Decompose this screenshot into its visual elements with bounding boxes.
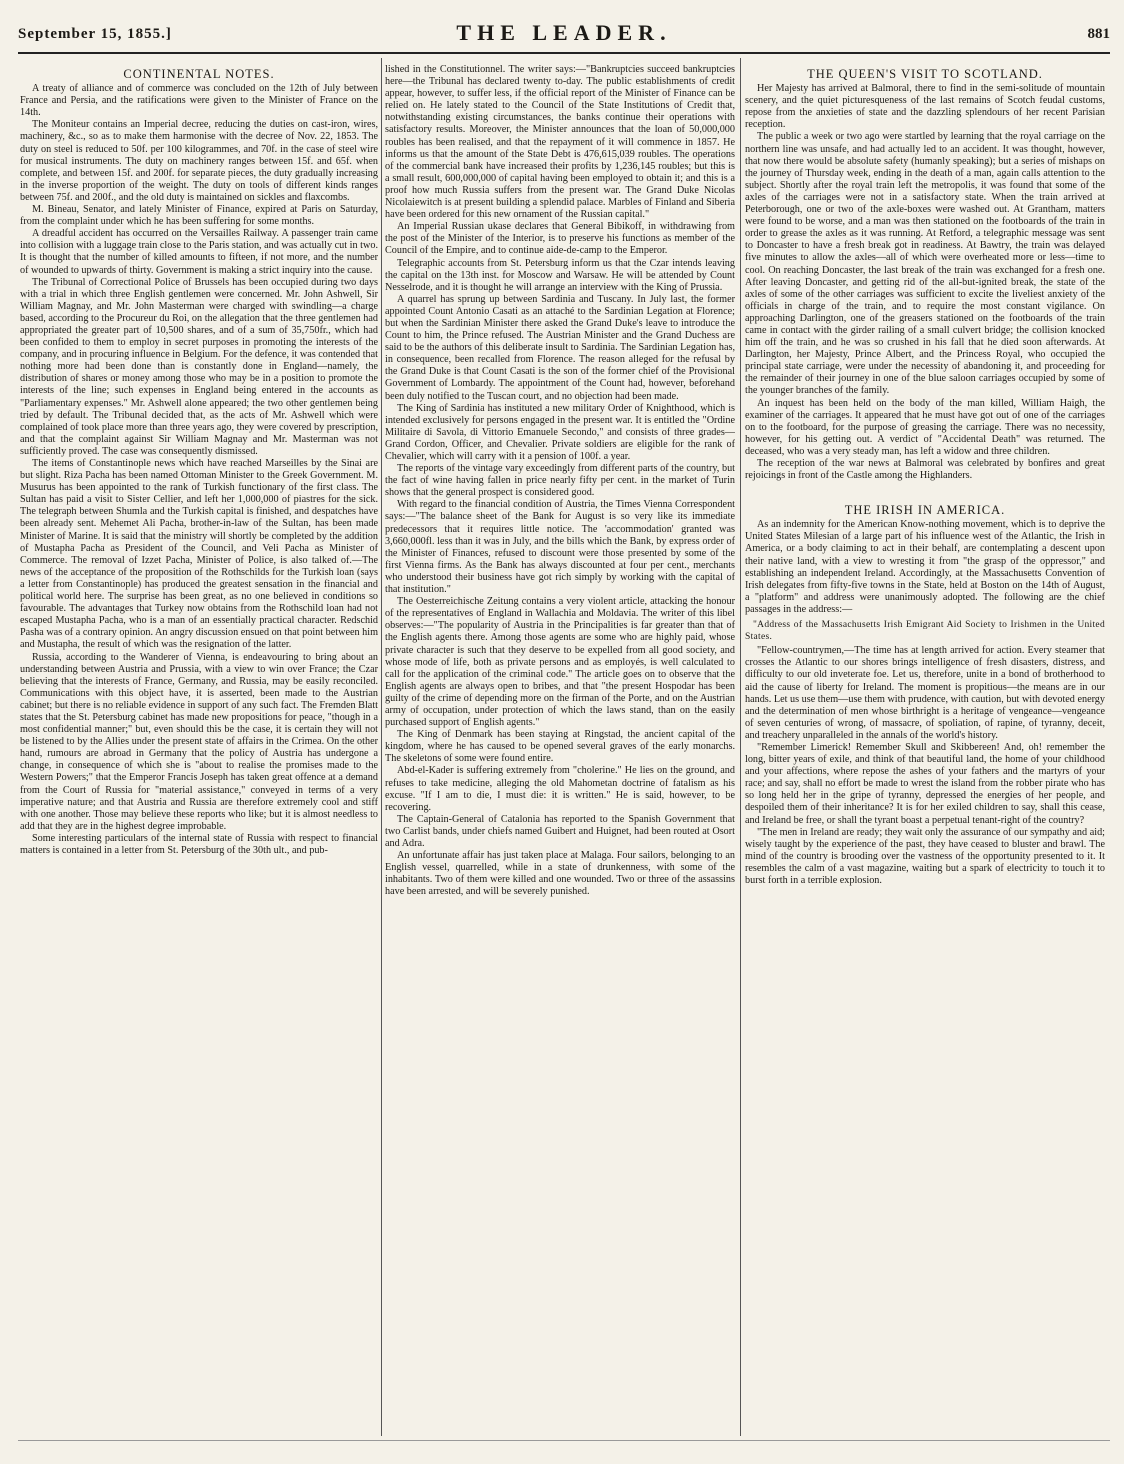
article-heading-queens-visit: THE QUEEN'S VISIT TO SCOTLAND. bbox=[807, 67, 1043, 81]
page-number: 881 bbox=[1087, 26, 1110, 42]
paragraph: The Moniteur contains an Imperial decree, reducing the duties on cast-iron, wires, machinery, &c., so as to make them harmonise with the decree of Nov. 22, 1853. The duty on steel is reduced to 50f. per 100 kilogrammes, and 70f. in the case of steel wire for musical instruments. The duty on machinery ranges between 15f. and 65f. when complete, and between 15f. and 200f. for separate pieces, the duty gradually increasing in the inverse proportion of the weight. The duty on tools of different kinds ranges between 75f. and 200f., and the old duty is maintained on sickles and flaxcombs. bbox=[20, 119, 378, 203]
newspaper-title: THE LEADER. bbox=[456, 20, 672, 45]
paragraph: The items of Constantinople news which have reached Marseilles by the Sinai are but slight. Riza Pacha has been named Ottoman Minister to the Greek Government. M. Musurus has been appointed to the rank of Turkish functionary of the first class. The Sultan has paid a visit to Sister Cellier, and left her 1,000,000 of piastres for the sick. The telegraph between Shumla and the Turkish capital is finished, and despatches have been already sent. Mehemet Ali Pacha, brother-in-law of the Sultan, has been made Minister of Marine. It is said that the ministry will shortly be completed by the addition of Mustapha Pacha as President of the Council, and Veli Pacha as Minister of Commerce. The removal of Izzet Pacha, Minister of Police, is also talked of.—The news of the acceptance of the proposition of the Rothschilds for the Turkish loan (says a letter from Constantinople) has produced the greatest sensation in the financial and political world here. The surprise has been great, as no one believed in conditions so favourable. The advantages that Turkey now obtains from the Rothschild loan had not escaped Mustapha Pacha, who is a man of an essentially practical character. Redschid Pasha was of a contrary opinion. An angry discussion ensued on that point between him and Mustapha, the result of which was the resignation of the latter. bbox=[20, 458, 378, 651]
paragraph: Abd-el-Kader is suffering extremely from "cholerine." He lies on the ground, and refuses to take medicine, alleging the old Mahometan doctrine of fatalism as his excuse. "If I am to die, I must die: it is written." He is said, however, to be recovering. bbox=[385, 765, 735, 813]
issue-date: September 15, 1855.] bbox=[18, 26, 172, 42]
paragraph: Russia, according to the Wanderer of Vienna, is endeavouring to bring about an understanding between Austria and Prussia, with a view to win over France; the Czar believing that the interests of France, Germany, and Russia, may be easily reconciled. Communications with this object have, it is asserted, been made to the Austrian cabinet; but there is no reliable evidence in support of any such fact. The Fremden Blatt states that the St. Petersburg cabinet has made new propositions for peace, "though in a most confidential manner;" but, even should this be the case, it is certain they will not be listened to by the Allies under the present state of affairs in the Crimea. On the other hand, rumours are abroad in Germany that the policy of Austria has undergone a change, in consequence of which she is "about to realise the promises made to the Western Powers;" that the Emperor Francis Joseph has taken great offence at a demand from the Court of Russia for "material assistance," conveyed in terms of a very imperative nature; and that Austria and Russia are therefore extremely cool and stiff with one another. Those may believe these reports who like; but it is almost needless to add that they are in the highest degree improbable. bbox=[20, 651, 378, 832]
paragraph: The Oesterreichische Zeitung contains a very violent article, attacking the honour of the representatives of England in Wallachia and Moldavia. The writer of this libel observes:—"The popularity of Austria in the Principalities is far greater than that of the English agents there. Among those agents are some who are highly paid, whose private character is such that they deserve to be expelled from all good society, and whose mode of life, both as private persons and as employés, is well calculated to call for the application of the criminal code." The article goes on to observe that the English agents are always open to bribes, and that "the present Hospodar has been guilty of the crime of depending more on the firman of the Porte, and on the Austrian army of occupation, under protection of which the laws stand, than on the easily purchased support of English agents." bbox=[385, 596, 735, 729]
paragraph: With regard to the financial condition of Austria, the Times Vienna Correspondent says:—"The balance sheet of the Bank for August is so very like its immediate predecessors that it requires little notice. The 'accommodation' granted was 3,660,000fl. less than it was in July, and the bills which the Bank, by express order of the Minister of Finances, refused to discount were those presented by some of the first Vienna firms. As the Bank has always discounted at four per cent., merchants who understood their business have got rich simply by working with the capital of that institution." bbox=[385, 499, 735, 596]
paragraph: As an indemnity for the American Know-nothing movement, which is to deprive the United States Milesian of a large part of his influence west of the Atlantic, the Irish in America, or a body claiming to act in their behalf, are contemplating a descent upon their native land, with a view to wresting it from "the grasp of the oppressor," and establishing an independent Ireland. Accordingly, at the Massachusetts Convention of Irish delegates from fifty-five towns in the State, held at Boston on the 14th of August, a "platform" and address were unanimously adopted. The following are the chief passages in the address:— bbox=[745, 519, 1105, 615]
paragraph: The reports of the vintage vary exceedingly from different parts of the country, but the fact of wine having fallen in price nearly fifty per cent. in the market of Turin shows that the general prospect is considered good. bbox=[385, 463, 735, 499]
masthead bbox=[18, 10, 1110, 54]
paragraph: Her Majesty has arrived at Balmoral, there to find in the semi-solitude of mountain scenery, and the quiet picturesqueness of the last remains of Scotch feudal customs, repose from the anxieties of state and the dazzling splendours of her recent Parisian reception. bbox=[745, 83, 1105, 131]
article-heading-irish-in-america: THE IRISH IN AMERICA. bbox=[844, 503, 1006, 518]
paragraph: An inquest has been held on the body of the man killed, William Haigh, the examiner of the carriages. It appeared that he must have got out of one of the carriages on to the footboard, for the purpose of greasing the carriage. There was no necessity, however, for his getting out. A verdict of "Accidental Death" was returned. The deceased, who was a very steady man, has left a widow and three children. bbox=[745, 397, 1105, 457]
article-heading-continental-notes: CONTINENTAL NOTES. bbox=[123, 67, 275, 81]
column-3 bbox=[745, 64, 1105, 1444]
paragraph: An Imperial Russian ukase declares that General Bibikoff, in withdrawing from the post of the Minister of the Interior, is to preserve his functions as member of the Council of the Empire, and to continue aide-de-camp to the Emperor. bbox=[385, 221, 735, 257]
paragraph: Telegraphic accounts from St. Petersburg inform us that the Czar intends leaving the capital on the 13th inst. for Moscow and Warsaw. He will be attended by Count Nesselrode, and it is thought he will arrange an interview with the King of Prussia. bbox=[385, 257, 735, 293]
paragraph: lished in the Constitutionnel. The writer says:—"Bankruptcies succeed bankruptcies here—the Tribunal has declared twenty to-day. The public establishments of credit appear, however, to suffer less, if the official report of the Minister of Finance can be relied on. He lately stated to the Council of the State Institutions of Credit that, notwithstanding existing circumstances, the banks continue their operations with satisfactory results. Moreover, the Minister announces that the loan of 50,000,000 roubles has been realised, and that the repayment of it will commence in 1857. He informs us that the amount of the State Debt is 476,615,039 roubles. The operations of the commercial bank have increased their profits by 1,236,145 roubles; but this is a small result, 600,000,000 of capital having been employed to obtain it; and this is a proof how much Russia suffers from the present war. The Grand Duke Nicolas Nicolaiewitch is at present building a splendid palace. Marbles of Finland and Siberia have been ordered for this new ornament of the Russian capital." bbox=[385, 64, 735, 221]
paragraph: The reception of the war news at Balmoral was celebrated by bonfires and great rejoicings in front of the Castle among the Highlanders. bbox=[745, 458, 1105, 482]
paragraph: The Tribunal of Correctional Police of Brussels has been occupied during two days with a trial in which three English gentlemen were concerned. Mr. John Ashwell, Sir William Magnay, and Mr. John Masterman were charged with swindling—a charge based, according to the Procureur du Roi, on the allegation that the three gentlemen had appropriated the greater part of 10,500 shares, and of a sum of 35,750fr., which had been confided to them to employ in secret purposes in promoting the interests of the company, and in procuring influence in Belgium. For the defence, it was contended that nothing more had been done than is constantly done in England—namely, the distribution of shares or money among those who may be in a position to promote the interests of the line; such expenses in England being entered in the accounts as "Parliamentary expenses." Mr. Ashwell alone appeared; the two other gentlemen being tried by default. The Tribunal decided that, as the acts of Mr. Ashwell which were complained of took place more than three years ago, they were covered by prescription, and that the complaint against Sir William Magnay and Mr. Masterman was not sufficiently proved. The case was consequently dismissed. bbox=[20, 276, 378, 457]
paragraph: Some interesting particulars of the internal state of Russia with respect to financial matters is contained in a letter from St. Petersburg of the 30th ult., and pub- bbox=[20, 832, 378, 856]
column-rule bbox=[740, 58, 741, 1436]
page-bottom-rule bbox=[18, 1440, 1110, 1441]
paragraph: "Fellow-countrymen,—The time has at length arrived for action. Every steamer that crosses the Atlantic to our shores brings intelligence of fresh disasters, distress, and difficulty to our old inveterate foe. Let us, therefore, unite in a bond of brotherhood to aid the cause of liberty for Ireland. The moment is propitious—the means are in our hands. Let us use them—use them with prudence, with caution, but with devoted energy and the determination of men whose birthright is a heritage of vengeance—vengeance of seven centuries of wrong, of massacre, of spoliation, of rapine, of tyranny, deceit, and treachery unparalleled in the annals of the world's history. bbox=[745, 645, 1105, 741]
paragraph: The public a week or two ago were startled by learning that the royal carriage on the northern line was unsafe, and had actually led to an accident. It was thought, however, that now there would be absolute safety (humanly speaking); but a series of mishaps on the journey of Thursday week, ending in the death of a man, again calls attention to the subject. Shortly after the royal train left the metropolis, it was found that some of the axles of the carriages were not in a satisfactory state. When the train arrived at Peterborough, one or two of the axle-boxes were washed out. At Grantham, matters were found to be worse, and a man was then stationed on the footboards of the train in order to grease the axles as it was running. At Retford, a telegraphic message was sent to Doncaster to have a fresh break got in readiness. At Bawtry, the train was delayed five minutes to allow the axles—all of which were overheated more or less—time to cool. On reaching Doncaster, the last break of the train was exchanged for a fresh one. After leaving Doncaster, and getting rid of the all-but-ignited break, the state of the axles of some of the other carriages was sufficient to excite the liveliest anxiety of the officials in charge of the train, and to require the most constant vigilance. On approaching Darlington, one of the greasers stationed on the footboards of the train came in contact with the girder railing of a small culvert bridge; the collision knocked him off the train, and he was so crushed in his fall that he died soon afterwards. At Darlington, her Majesty, Prince Albert, and the Princess Royal, who occupied the principal state carriage, were under the necessity of abandoning it, and proceeding for the remainder of their journey in one of the blue saloon carriages occupied by some of the younger branches of the family. bbox=[745, 131, 1105, 397]
paragraph: The King of Sardinia has instituted a new military Order of Knighthood, which is intended exclusively for persons engaged in the present war. It is entitled the "Ordine Militaire di Savola, di Vittorio Emanuele Secondo," and consists of three grades—Grand Cordon, Officer, and Chevalier. Private soldiers are eligible for the rank of Chevalier, which will carry with it a pension of 100f. a year. bbox=[385, 402, 735, 462]
column-rule bbox=[381, 58, 382, 1436]
paragraph: The Captain-General of Catalonia has reported to the Spanish Government that two Carlist bands, under chiefs named Guibert and Huignet, had been routed at Osort and Adra. bbox=[385, 813, 735, 849]
paragraph: "The men in Ireland are ready; they wait only the assurance of our sympathy and aid; wisely taught by the experience of the past, they have ceased to bluster and brawl. The mind of the country is brooding over the vastness of the opportunity presented to it. It resembles the calm of a vast magazine, waiting but a spark of electricity to touch it to burst forth in a terrible explosion. bbox=[745, 826, 1105, 886]
paragraph: A quarrel has sprung up between Sardinia and Tuscany. In July last, the former appointed Count Antonio Casati as an attaché to the Sardinian Legation at Florence; but when the Sardinian Minister there asked the Grand Duke's leave to introduce the Count to him, the Prince refused. The Austrian Minister and the Grand Duchess are said to be the authors of this deliberate insult to Sardinia. The Sardinian Legation has, in consequence, been recalled from Florence. The reason alleged for the refusal by the Grand Duke is that Count Casati is the son of the former chief of the Provisional Government of Lombardy. The appointment of the Count had, however, beforehand been duly notified to the Tuscan court, and no objection had been made. bbox=[385, 293, 735, 402]
paragraph: "Remember Limerick! Remember Skull and Skibbereen! And, oh! remember the long, bitter years of exile, and think of that beautiful land, the home of your childhood and your affections, where repose the ashes of your fathers and the martyrs of your race; and say, shall no effort be made to wrest the island from the robber pirate who has so long held her in the gripe of tyranny, depressed the energies of her people, and despoiled them of their inheritance? It is for her exiled children to say, shall this cease, and Ireland be free, or shall the tyrant boast a perpetual tenant-right of the country? bbox=[745, 741, 1105, 826]
address-title: "Address of the Massachusetts Irish Emigrant Aid Society to Irishmen in the United States. bbox=[745, 620, 1105, 643]
paragraph: A dreadful accident has occurred on the Versailles Railway. A passenger train came into collision with a luggage train close to the Paris station, and was actually cut in two. It is thought that the number of killed amounts to fifteen, if not more, and the number of wounded to upwards of thirty. Government is making a strict inquiry into the cause. bbox=[20, 228, 378, 276]
paragraph: The King of Denmark has been staying at Ringstad, the ancient capital of the kingdom, where he has caused to be opened several graves of the early monarchs. The skeletons of some were found entire. bbox=[385, 729, 735, 765]
paragraph: An unfortunate affair has just taken place at Malaga. Four sailors, belonging to an English vessel, quarrelled, while in a state of drunkenness, with some of the inhabitants. Two of them were killed and one wounded. Two or three of the assassins have been arrested, and will be severely punished. bbox=[385, 850, 735, 898]
paragraph: M. Bineau, Senator, and lately Minister of Finance, expired at Paris on Saturday, from the complaint under which he has been suffering for some months. bbox=[20, 204, 378, 228]
paragraph: A treaty of alliance and of commerce was concluded on the 12th of July between France and Persia, and the ratifications were given to the Minister of France on the 14th. bbox=[20, 83, 378, 119]
column-2 bbox=[385, 64, 735, 1444]
column-1 bbox=[20, 64, 378, 1444]
